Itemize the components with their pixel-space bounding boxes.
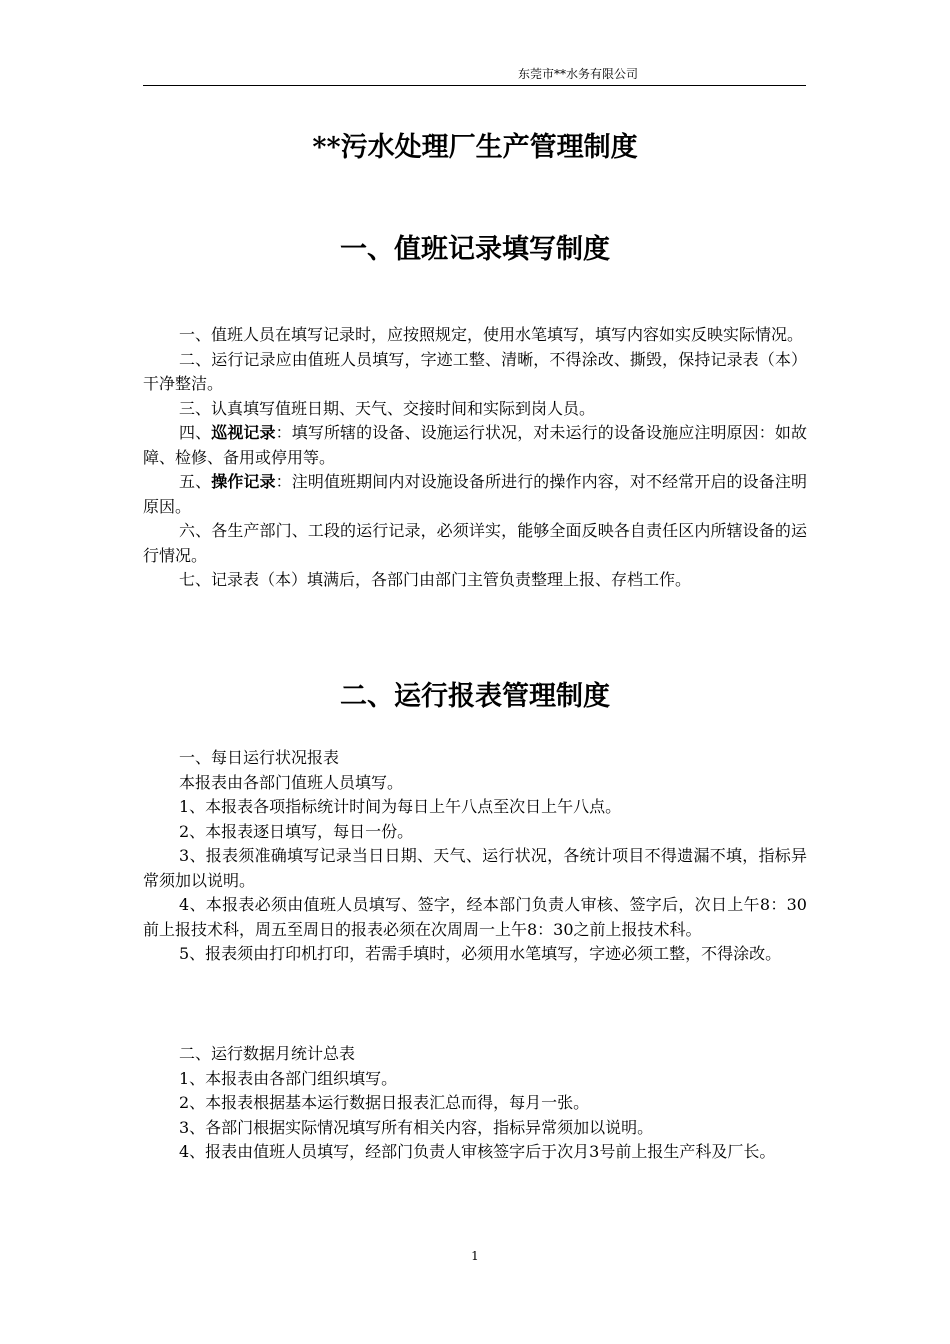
paragraph xyxy=(143,470,807,519)
section-heading-report-management: 二、运行报表管理制度 xyxy=(340,681,610,712)
subsection-monthly-report xyxy=(143,1042,807,1165)
subsection-title: 一、每日运行状况报表 xyxy=(179,748,340,767)
subsection-daily-report xyxy=(143,746,807,967)
paragraph xyxy=(143,421,807,470)
paragraph: 4、本报表必须由值班人员填写、签字，经本部门负责人审核、签字后，次日上午8：30前上报技术科，周五至周日的报表必须在次周周一上午8：30之前上报技术科。 xyxy=(143,895,807,939)
paragraph: 2、本报表根据基本运行数据日报表汇总而得，每月一张。 xyxy=(179,1093,590,1112)
paragraph: 4、报表由值班人员填写，经部门负责人审核签字后于次月3号前上报生产科及厂长。 xyxy=(179,1142,776,1161)
keyword-patrol-record: 巡视记录 xyxy=(211,423,276,442)
paragraph: 三、认真填写值班日期、天气、交接时间和实际到岗人员。 xyxy=(179,398,596,418)
paragraph-rest: ：填写所辖的设备、设施运行状况，对未运行的设备设施应注明原因：如故障、检修、备用或停用等。 xyxy=(143,423,807,467)
paragraph: 七、记录表（本）填满后，各部门由部门主管负责整理上报、存档工作。 xyxy=(179,570,692,589)
paragraph-prefix: 五、 xyxy=(179,472,212,491)
header-divider xyxy=(143,85,806,86)
header-company-name: 东莞市**水务有限公司 xyxy=(518,67,639,81)
section-body-duty-records xyxy=(143,323,807,593)
page-number: 1 xyxy=(471,1249,479,1263)
paragraph: 一、值班人员在填写记录时，应按照规定，使用水笔填写，填写内容如实反映实际情况。 xyxy=(179,325,804,344)
keyword-operation-record: 操作记录 xyxy=(211,472,276,491)
paragraph: 1、本报表各项指标统计时间为每日上午八点至次日上午八点。 xyxy=(179,797,622,816)
document-title: **污水处理厂生产管理制度 xyxy=(312,132,638,163)
paragraph: 3、报表须准确填写记录当日日期、天气、运行状况，各统计项目不得遗漏不填，指标异常须加以说明。 xyxy=(143,846,807,890)
paragraph: 2、本报表逐日填写，每日一份。 xyxy=(179,821,414,841)
section-heading-duty-records: 一、值班记录填写制度 xyxy=(340,234,610,265)
paragraph-rest: ：注明值班期间内对设施设备所进行的操作内容，对不经常开启的设备注明原因。 xyxy=(143,472,807,516)
paragraph: 六、各生产部门、工段的运行记录，必须详实，能够全面反映各自责任区内所辖设备的运行情况。 xyxy=(143,521,807,565)
paragraph: 1、本报表由各部门组织填写。 xyxy=(179,1068,398,1088)
paragraph: 二、运行记录应由值班人员填写，字迹工整、清晰，不得涂改、撕毁，保持记录表（本）干净整洁。 xyxy=(143,349,807,393)
paragraph: 本报表由各部门值班人员填写。 xyxy=(179,772,404,792)
paragraph: 3、各部门根据实际情况填写所有相关内容，指标异常须加以说明。 xyxy=(179,1117,654,1137)
paragraph: 5、报表须由打印机打印，若需手填时，必须用水笔填写，字迹必须工整，不得涂改。 xyxy=(179,944,782,963)
subsection-title: 二、运行数据月统计总表 xyxy=(179,1044,356,1063)
paragraph-prefix: 四、 xyxy=(179,423,212,442)
